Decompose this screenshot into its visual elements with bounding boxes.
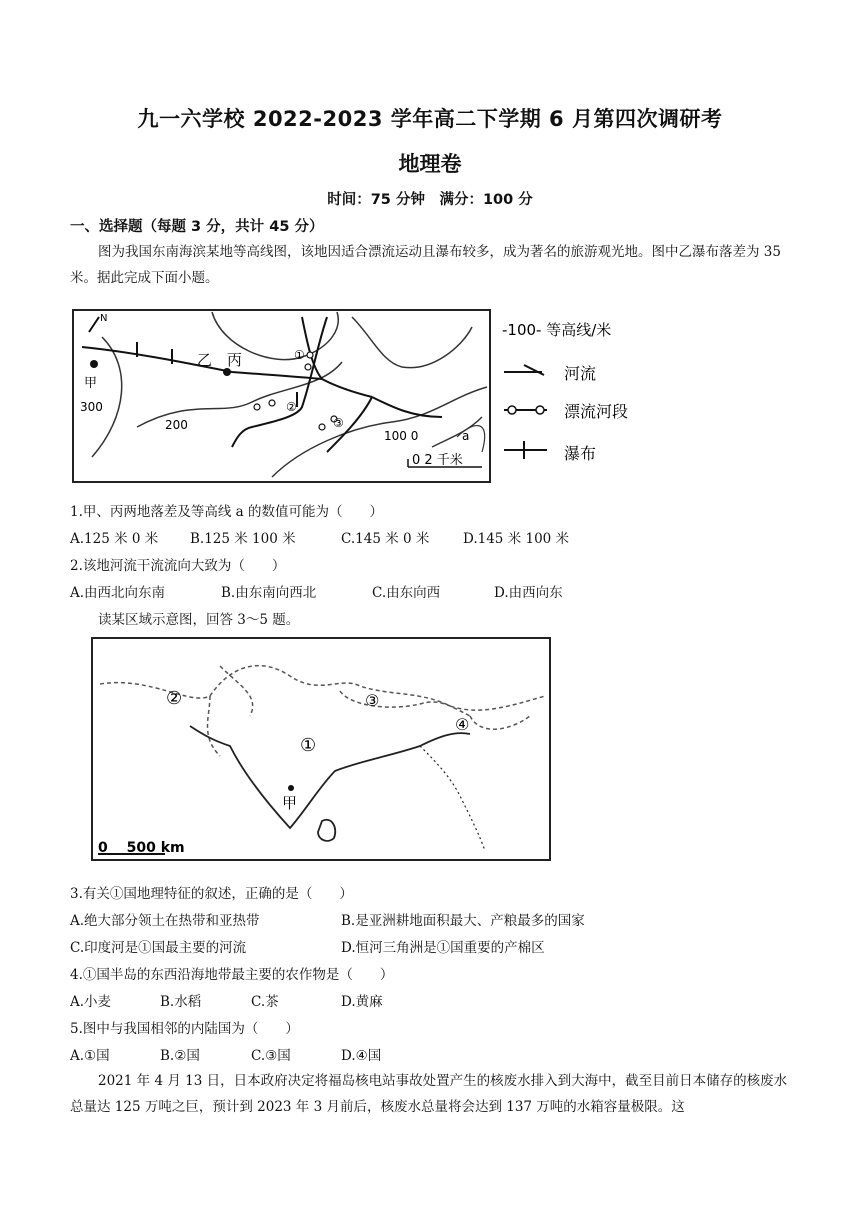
map1-scale: 0 2 千米 (412, 453, 463, 468)
q2-option-b: B.由东南向西北 (221, 585, 317, 601)
contour-map (72, 307, 702, 485)
q1-option-c: C.145 米 0 米 (341, 531, 430, 547)
site-3: ③ (333, 416, 344, 430)
contour-200: 200 (165, 418, 188, 432)
q3-option-c: C.印度河是①国最主要的河流 (70, 940, 247, 956)
question-3-stem: 3.有关①国地理特征的叙述，正确的是（ ） (70, 886, 353, 902)
exam-subtitle: 地理卷 (398, 152, 462, 176)
map1-yi-label: 乙 (197, 351, 213, 369)
contour-100: 100 0 (384, 429, 419, 443)
intro-paragraph-1: 图为我国东南海滨某地等高线图，该地因适合漂流运动且瀑布较多，成为著名的旅游观光地。图中乙瀑布落差为 35 米。据此完成下面小题。 (70, 244, 781, 286)
q5-option-d: D.④国 (341, 1048, 382, 1064)
section-heading: 一、选择题（每题 3 分，共计 45 分） (70, 219, 324, 235)
question-4-stem: 4.①国半岛的东西沿海地带最主要的农作物是（ ） (70, 967, 394, 983)
map1-jia-label: 甲 (84, 376, 98, 391)
q2-option-a: A.由西北向东南 (70, 585, 166, 601)
question-1-stem: 1.甲、丙两地落差及等高线 a 的数值可能为（ ） (70, 504, 384, 520)
intro-paragraph-3: 2021 年 4 月 13 日，日本政府决定将福岛核电站事故处置产生的核废水排入到大海中，截至目前日本储存的核废水总量达 125 万吨之巨，预计到 2023 年 3 月前后，核废水总量将会达到 137 万吨的水箱容量极限。这 (70, 1073, 788, 1115)
q3-option-d: D.恒河三角洲是①国重要的产棉区 (341, 940, 545, 956)
contour-a: a (462, 429, 470, 443)
map2-scale: 0 500 km (98, 840, 185, 856)
question-5-stem: 5.图中与我国相邻的内陆国为（ ） (70, 1021, 299, 1037)
q4-option-d: D.黄麻 (341, 994, 383, 1010)
legend-contour: -100- 等高线/米 (502, 321, 612, 339)
q4-option-b: B.水稻 (160, 994, 202, 1010)
q5-option-b: B.②国 (160, 1048, 200, 1064)
country-4: ④ (455, 715, 470, 734)
q4-option-c: C.茶 (251, 994, 279, 1010)
q1-option-b: B.125 米 100 米 (190, 531, 296, 547)
region-map (90, 636, 560, 864)
country-3: ③ (365, 691, 380, 710)
north-label: N (100, 313, 108, 324)
q4-option-a: A.小麦 (70, 994, 112, 1010)
country-1: ① (300, 735, 317, 756)
q1-option-a: A.125 米 0 米 (70, 531, 159, 547)
country-2: ② (166, 688, 183, 709)
map2-jia-label: 甲 (282, 794, 298, 812)
site-1: ① (294, 348, 305, 362)
legend-rafting: 漂流河段 (564, 402, 629, 421)
site-2: ② (286, 400, 297, 414)
q3-option-a: A.绝大部分领土在热带和亚热带 (70, 913, 260, 929)
q5-option-a: A.①国 (70, 1048, 110, 1064)
q1-option-d: D.145 米 100 米 (463, 531, 570, 547)
contour-300: 300 (80, 400, 103, 414)
map1-bing-label: 丙 (227, 351, 243, 369)
intro-paragraph-2: 读某区域示意图，回答 3～5 题。 (98, 612, 300, 628)
legend-river: 河流 (564, 364, 597, 383)
exam-title: 九一六学校 2022-2023 学年高二下学期 6 月第四次调研考 (137, 107, 723, 131)
q5-option-c: C.③国 (251, 1048, 291, 1064)
q2-option-c: C.由东向西 (372, 585, 441, 601)
legend-waterfall: 瀑布 (564, 444, 597, 463)
question-2-stem: 2.该地河流干流流向大致为（ ） (70, 558, 286, 574)
exam-info: 时间：75 分钟 满分：100 分 (327, 192, 533, 208)
q3-option-b: B.是亚洲耕地面积最大、产粮最多的国家 (341, 913, 585, 929)
q2-option-d: D.由西向东 (494, 585, 563, 601)
